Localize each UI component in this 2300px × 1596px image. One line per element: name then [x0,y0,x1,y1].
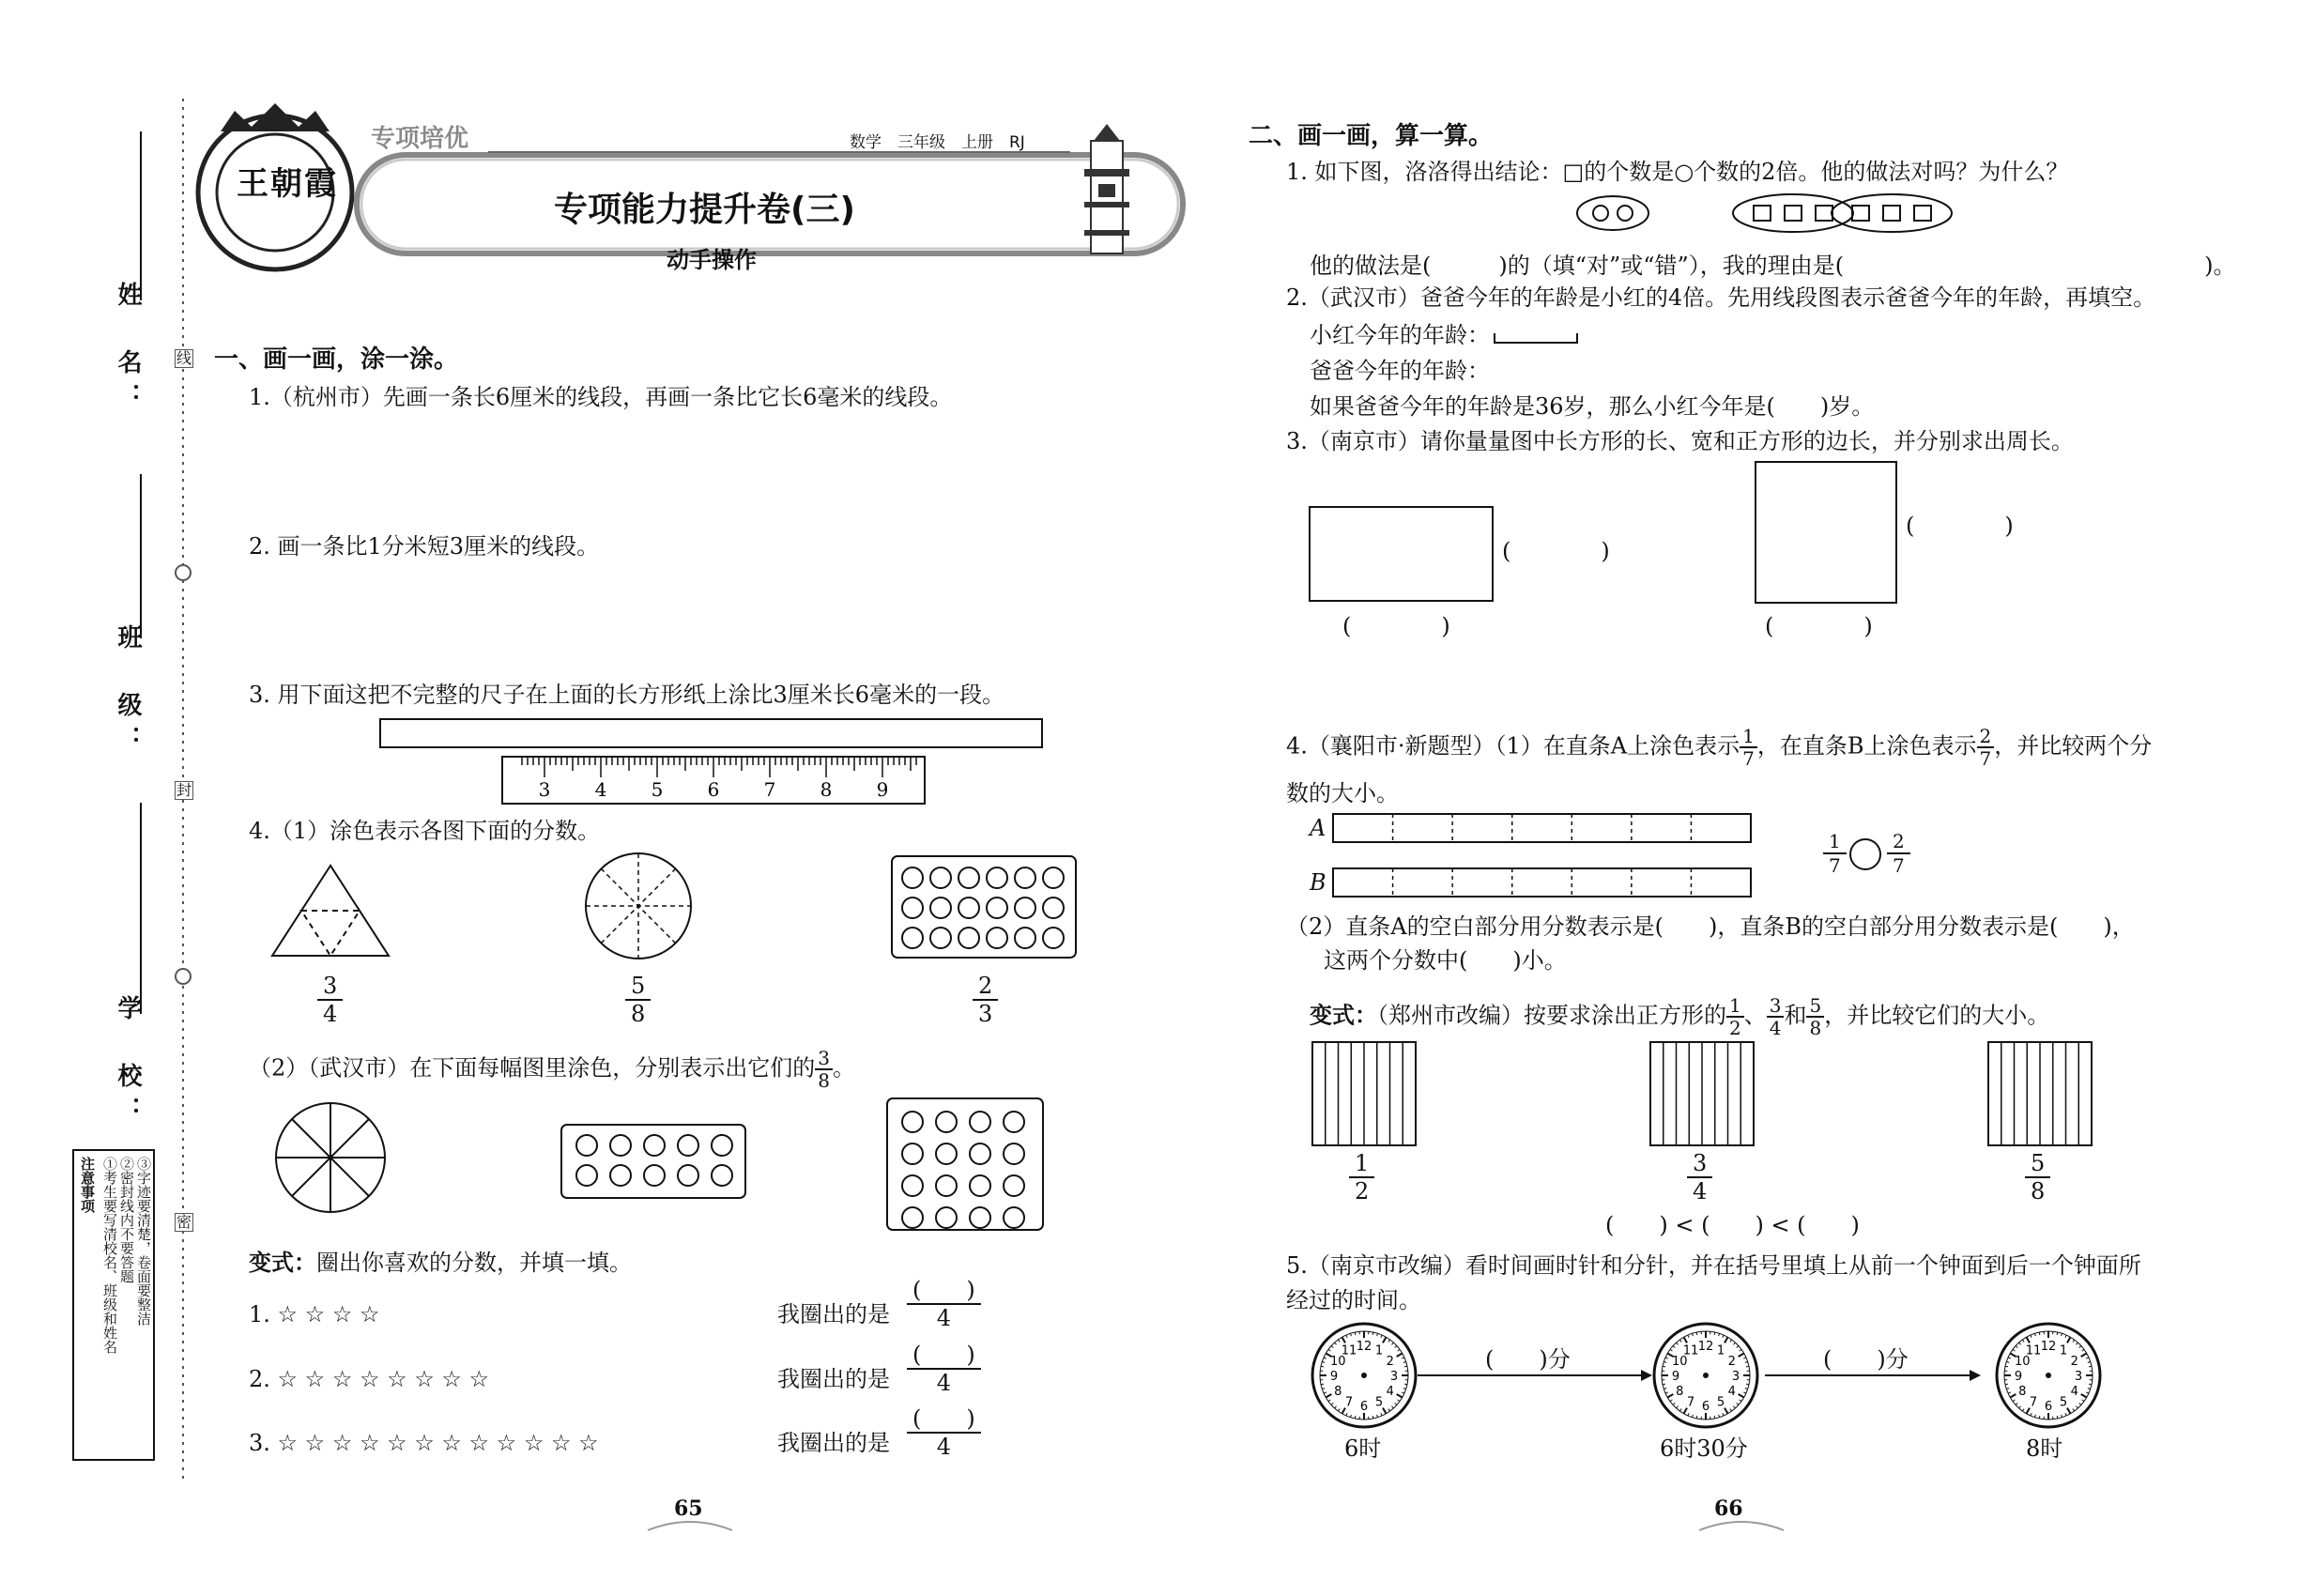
small-circle [930,898,951,918]
arrow-2-head [1970,1370,1981,1381]
compare-fraction-2: 2 7 [1887,830,1910,877]
svg-text:8: 8 [2018,1385,2027,1399]
small-circle [958,898,979,918]
circle-eighths-figure [586,853,691,959]
bar-dividers [1393,814,1692,897]
small-circle [970,1207,990,1228]
small-circle [902,1175,923,1196]
seal-close-label: 密 [176,1213,192,1231]
lighthouse-icon [1084,124,1129,253]
circled-fraction-1[interactable]: ( ) 4 [907,1277,981,1331]
small-circle [936,1143,957,1164]
crown-icon [221,103,330,131]
notice-2: ②密封线内不要答题 [118,1157,135,1283]
seal-line-label: 线 [176,349,192,367]
variant-2: 变式：（郑州市改编）按要求涂出正方形的 $\frac{1}{2}$ 、 $\frac{3}{4}$ 和 $\frac{5}{8}$ ，并比较它们的大小。 [1310,994,2050,1039]
circled-answer-3: 我圈出的是 [777,1430,890,1456]
small-circle [678,1165,698,1186]
question-2-1: 1. 如下图，洛洛得出结论：□的个数是○个数的2倍。他的做法对吗？为什么？ [1286,159,2069,185]
small-circle [902,1143,923,1164]
clock-2-label: 6时30分 [1660,1435,1748,1462]
small-circle [936,1207,957,1228]
svg-text:12: 12 [1356,1340,1372,1354]
svg-text:5: 5 [2059,1395,2068,1410]
circle-eighths-solid-figure [276,1103,385,1212]
small-circle [987,867,1007,888]
small-circle [644,1135,665,1156]
svg-text:1: 1 [1374,1343,1384,1358]
ruler-tick-label: 3 [538,778,551,801]
svg-text:7: 7 [1344,1395,1354,1410]
variant-1: 变式：圈出你喜欢的分数，并填一填。 [249,1250,632,1276]
xiaohong-age: 小红今年的年龄： [1310,322,1490,348]
svg-text:10: 10 [2015,1355,2031,1369]
bar-a [1333,814,1751,842]
fraction-2-3: 2 3 [973,973,998,1027]
square-fraction-3: 5 8 [2025,1150,2050,1205]
page-number-right: 66 [1714,1496,1743,1521]
question-2-1-answer: 他的做法是( )的（填“对”或“错”），我的理由是( )。 [1310,253,2236,279]
school-label: 学 校： [114,995,142,1130]
small-circle [1043,928,1064,948]
svg-text:6: 6 [1701,1400,1710,1414]
xiaohong-segment [1495,333,1577,343]
ruler-tick-label: 8 [820,778,833,801]
ruler-tick-label: 4 [594,778,607,801]
svg-text:10: 10 [1672,1355,1688,1369]
svg-text:12: 12 [2040,1340,2057,1354]
circle-grid-8-items [576,1135,732,1186]
small-circle [1004,1143,1024,1164]
small-circle [1043,867,1064,888]
svg-text:4: 4 [1727,1385,1736,1399]
square-side-blank[interactable]: ( ) [1906,513,2014,539]
header-meta: 数学 三年级 上册 RJ [850,133,1025,152]
question-2-4-cont: 数的大小。 [1286,780,1399,806]
rect-side-blank[interactable]: ( ) [1502,538,1610,564]
svg-text:5: 5 [1374,1395,1384,1410]
arrow-1-head [1641,1370,1652,1381]
svg-text:3: 3 [2074,1370,2083,1384]
question-2-2: 2.（武汉市）爸爸今年的年龄是小红的4倍。先用线段图表示爸爸今年的年龄，再填空。 [1286,284,2156,311]
striped-squares [1312,1042,2092,1145]
fraction-5-8: 5 8 [625,973,651,1027]
circled-answer-1: 我圈出的是 [777,1301,890,1327]
svg-text:4: 4 [1386,1385,1394,1399]
square-fraction-2: 3 4 [1687,1150,1712,1205]
svg-text:3: 3 [1731,1370,1740,1384]
circled-answer-2: 我圈出的是 [777,1366,890,1392]
svg-text:10: 10 [1330,1355,1346,1369]
notice-title: 注意事项 [79,1157,96,1213]
small-circle [936,1175,957,1196]
class-label: 班 级： [114,624,142,760]
page-subtitle: 动手操作 [667,247,757,273]
square-bottom-blank[interactable]: ( ) [1765,613,1873,639]
ruler-tick-label: 9 [876,778,889,801]
section-1-title: 一、画一画，涂一涂。 [214,345,459,374]
compare-circle [1850,839,1880,869]
ruler-tick-label: 5 [651,778,664,801]
svg-text:11: 11 [2025,1343,2042,1358]
circled-fraction-2[interactable]: ( ) 4 [907,1342,981,1396]
arrow-1-label[interactable]: ( )分 [1485,1346,1571,1373]
small-circle [576,1135,597,1156]
square-fraction-1: 1 2 [1349,1150,1374,1205]
svg-text:11: 11 [1341,1343,1357,1358]
question-2-3: 3.（南京市）请你量量图中长方形的长、宽和正方形的边长，并分别求出周长。 [1286,428,2074,454]
small-circle [936,1112,957,1132]
small-circle [1004,1112,1024,1132]
svg-text:5: 5 [1716,1395,1725,1410]
small-circle [930,928,951,948]
ruler-tick-label: 7 [763,778,776,801]
small-circle [1015,928,1035,948]
svg-text:3: 3 [1389,1370,1399,1384]
question-1-4-2: （2）（武汉市）在下面每幅图里涂色，分别表示出它们的 $\frac{3}{8}$ 。 [249,1047,856,1092]
svg-text:4: 4 [2070,1385,2078,1399]
page-number-left: 65 [674,1496,703,1521]
fraction-3-8: $\frac{3}{8}$ [815,1048,833,1091]
small-circle [970,1175,990,1196]
small-circle [712,1135,732,1156]
small-circle [902,1112,923,1132]
question-1-2: 2. 画一条比1分米短3厘米的线段。 [249,533,600,560]
paper-rectangle [380,719,1042,747]
small-circle [1015,867,1035,888]
svg-text:8: 8 [1334,1385,1342,1399]
binding-hole-icon [176,565,191,580]
arrow-2-label[interactable]: ( )分 [1823,1346,1909,1373]
clock-1-label: 6时 [1344,1435,1382,1462]
compare-fraction-1: 1 7 [1823,830,1847,877]
circle-grid-16-items [902,1112,1024,1228]
measure-square [1756,462,1896,603]
circle-grid-15-items [902,867,1064,948]
svg-text:6: 6 [1359,1400,1369,1414]
small-circle [712,1165,732,1186]
svg-text:7: 7 [2029,1395,2038,1410]
small-circle [958,928,979,948]
small-circle [987,898,1007,918]
small-circle [1004,1175,1024,1196]
small-circle [958,867,979,888]
question-2-5: 5.（南京市改编）看时间画时针和分针，并在括号里填上从前一个钟面到后一个钟面所 [1286,1252,2141,1279]
svg-text:1: 1 [1716,1343,1725,1358]
question-1-1: 1.（杭州市）先画一条长6厘米的线段，再画一条比它长6毫米的线段。 [249,384,953,410]
small-circle [930,867,951,888]
father-age: 爸爸今年的年龄： [1310,358,1490,384]
small-circle [644,1165,665,1186]
seal-seal-label: 封 [176,781,192,799]
small-circle [902,928,923,948]
stars-row-1: 1. ☆ ☆ ☆ ☆ [249,1301,380,1327]
svg-text:9: 9 [1671,1370,1680,1384]
section-2-title: 二、画一画，算一算。 [1249,122,1494,150]
triangle-figure [272,866,389,956]
clock-3-label: 8时 [2026,1435,2063,1462]
svg-text:9: 9 [2014,1370,2023,1384]
bar-a-label: A [1310,815,1326,841]
age-question: 如果爸爸今年的年龄是36岁，那么小红今年是( )岁。 [1310,393,1875,420]
stars-row-2: 2. ☆ ☆ ☆ ☆ ☆ ☆ ☆ ☆ [249,1366,490,1392]
small-circle [970,1143,990,1164]
stars-row-3: 3. ☆ ☆ ☆ ☆ ☆ ☆ ☆ ☆ ☆ ☆ ☆ ☆ [249,1430,599,1456]
header-tag: 专项培优 [371,125,469,153]
svg-text:12: 12 [1697,1340,1714,1354]
small-circle [678,1135,698,1156]
small-circle [1015,898,1035,918]
svg-text:9: 9 [1329,1370,1339,1384]
small-circle [1043,898,1064,918]
small-circle [902,867,923,888]
small-circle [902,1207,923,1228]
svg-text:2: 2 [1386,1355,1394,1369]
svg-text:2: 2 [1727,1355,1736,1369]
small-circle [576,1165,597,1186]
question-1-3: 3. 用下面这把不完整的尺子在上面的长方形纸上涂比3厘米长6毫米的一段。 [249,682,1005,708]
square-ovals [1733,194,1952,232]
bar-b-label: B [1310,869,1326,896]
question-1-4-1: 4.（1）涂色表示各图下面的分数。 [249,818,601,844]
svg-text:6: 6 [2044,1400,2053,1414]
bar-b [1333,868,1751,897]
small-circle [902,898,923,918]
brand-name: 王朝霞 [237,165,338,203]
notice-3: ③字迹要清楚，卷面要整洁 [135,1157,152,1326]
page-title: 专项能力提升卷(三) [554,191,855,229]
small-circle [610,1135,631,1156]
name-label: 姓 名： [114,282,142,417]
page-ornament-right [1699,1522,1784,1530]
small-circle [970,1112,990,1132]
question-2-4-2-cont: 这两个分数中( )小。 [1324,947,1567,974]
order-blanks[interactable]: ( ) < ( ) < ( ) [1605,1212,1860,1238]
svg-text:1: 1 [2059,1343,2068,1358]
fraction-3-4: 3 4 [317,973,343,1027]
small-circle [987,928,1007,948]
page-ornament-left [648,1522,732,1530]
svg-text:8: 8 [1676,1385,1684,1399]
svg-text:7: 7 [1686,1395,1695,1410]
rect-bottom-blank[interactable]: ( ) [1342,613,1450,639]
svg-text:11: 11 [1682,1343,1699,1358]
question-2-4-2: （2）直条A的空白部分用分数表示是( )，直条B的空白部分用分数表示是( )， [1286,913,2135,940]
svg-text:2: 2 [2070,1355,2078,1369]
small-circle [1004,1207,1024,1228]
small-circle [610,1165,631,1186]
measure-rectangle [1310,507,1493,601]
circled-fraction-3[interactable]: ( ) 4 [907,1405,981,1460]
binding-hole-icon [176,969,191,984]
circle-oval [1577,196,1648,230]
ruler-tick-label: 6 [707,778,720,801]
question-2-5-cont: 经过的时间。 [1286,1287,1421,1313]
question-2-4: 4.（襄阳市·新题型）（1）在直条A上涂色表示 $\frac{1}{7}$ ，在直条B上涂色表示 $\frac{2}{7}$ ，并比较两个分 [1286,725,2153,770]
notice-1: ①考生要写清校名、班级和姓名 [101,1157,118,1354]
